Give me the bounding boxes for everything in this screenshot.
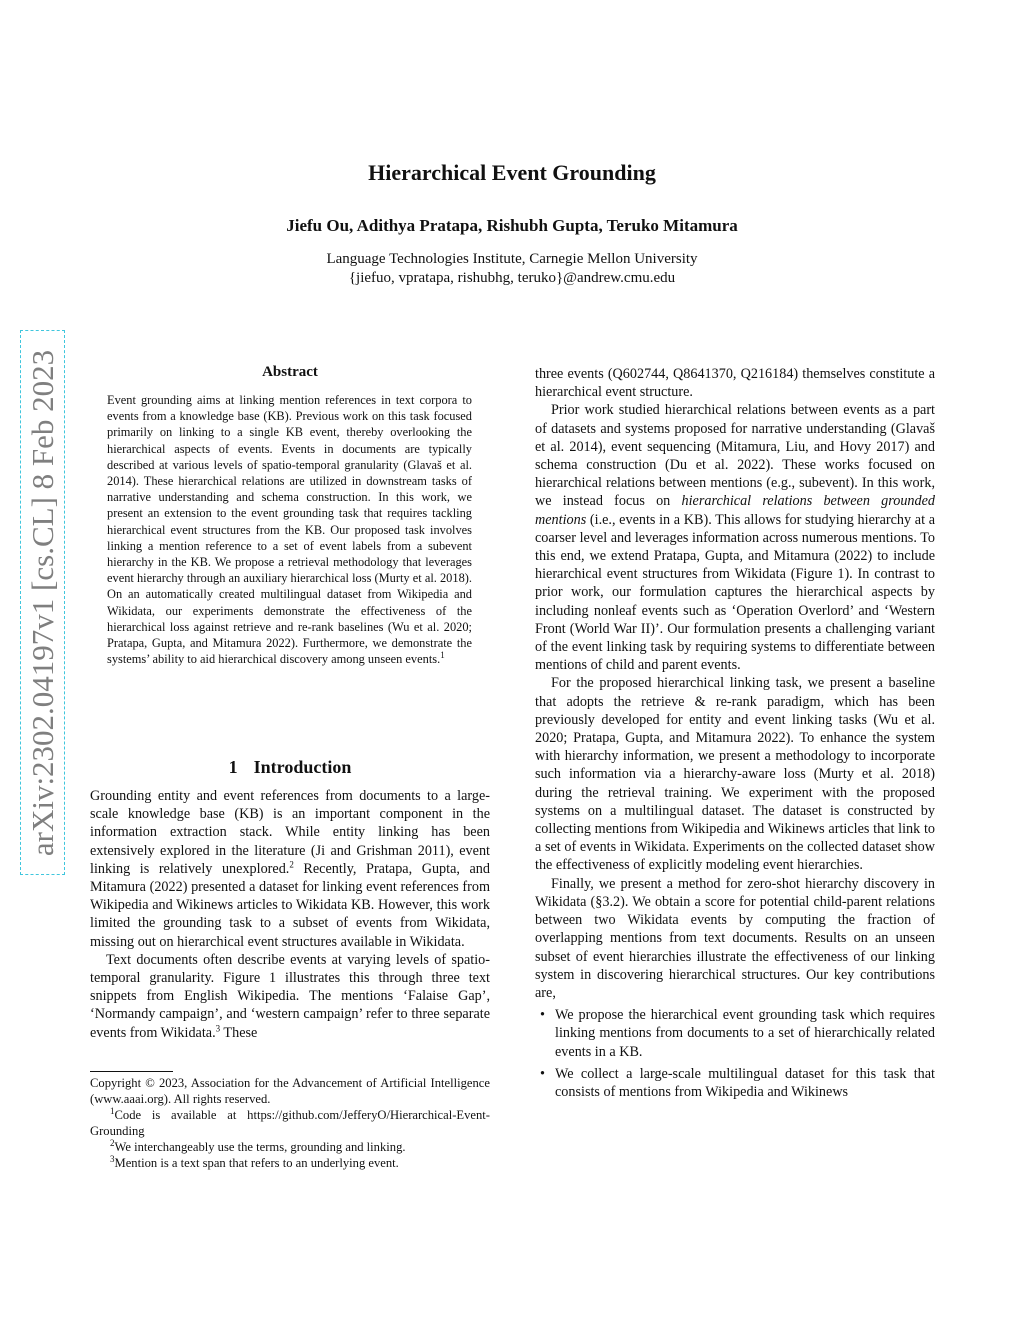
paragraph: For the proposed hierarchical linking task, we present a baseline that adopts the retrieve & re-rank paradigm, which has been previously developed for entity and event linking tasks (Wu et al. 2020; Pratapa, Gupta, and Mitamura 2022). To enhance the system with hierarchy information, we present a methodology to incorporate such information via a hierarchy-aware loss (Murty et al. 2018) during the retrieval training. We experiment with the proposed systems on a multilingual dataset. The dataset is constructed by collecting mentions from Wikipedia and Wikinews articles that link to a set of events in Wikidata. Experiments on the collected dataset show the effectiveness of explicitly modeling event hierarchies. [535,675,935,874]
paper-title: Hierarchical Event Grounding [368,160,656,185]
author-list: Jiefu Ou, Adithya Pratapa, Rishubh Gupta, Teruko Mitamura [286,216,738,235]
footnote-1 [90,1107,490,1139]
paragraph: Finally, we present a method for zero-shot hierarchy discovery in Wikidata (§3.2). We obtain a score for potential child-parent relations between two Wikidata events by computing the fraction of overlapping mentions from text documents. Results on an unseen subset of event hierarchies illustrate the effectiveness of our linking system in discovering hierarchical structures. Our key contributions are, [535,875,935,1001]
paragraph-text: Prior work studied hierarchical relations between events as a part of datasets and systems proposed for narrative understanding (Glavaš et al. 2014), event sequencing (Mitamura, Liu, and Hovy 2017) and schema construction (Du et al. 2022). These works focused on hierarchical relations between mentions (e.g., subevent). In this work, we instead focus on [535,402,935,510]
emphasized-text: hierarchical relations between grounded mentions [535,493,935,528]
footnote-marker: 2 [110,1137,115,1148]
list-item: • We collect a large-scale multilingual dataset for this task that consists of mentions from Wikipedia and Wikinews [555,1065,935,1101]
author-emails: {jiefuo, vpratapa, rishubhg, teruko}@andrew.cmu.edu [348,270,676,286]
footnotes [90,1075,490,1171]
abstract-heading: Abstract [262,364,318,380]
arxiv-stamp-text: arXiv:2302.04197v1 [cs.CL] 8 Feb 2023 [24,349,60,856]
paragraph [90,951,490,1042]
footnote-2 [90,1139,490,1155]
paragraph-text: Recently, Pratapa, Gupta, and Mitamura (2022) presented a dataset for linking event references from Wikipedia and Wikinews articles to Wikidata KB. However, this work limited the grounding task to a subset of events from Wikidata, missing out on hierarchical event structures available in Wikidata. [90,860,490,950]
footnote-marker: 1 [110,1105,115,1116]
paragraph [90,787,490,951]
footnote-marker: 3 [110,1153,115,1164]
section-title: Introduction [253,757,352,777]
paragraph-text: (i.e., events in a KB). This allows for studying hierarchy at a coarser level and leverages information across numerous mentions. To this end, we extend Pratapa, Gupta, and Mitamura (2022) to include hierarchical event structures from Wikidata (Figure 1). In contrast to prior work, our formulation captures the hierarchical aspects by including nonleaf events such as ‘Operation Overlord’ and ‘Western Front (World War II)’. Our formulation presents a challenging variant of the event linking task by requiring systems to differentiate between mentions of child and parent events. [535,511,935,674]
section-number: 1 [228,757,238,777]
footnote-divider [90,1071,173,1072]
affiliation: Language Technologies Institute, Carnegie Mellon University [326,251,698,267]
footnote-3 [90,1155,490,1171]
contributions-list [535,1006,935,1101]
abstract-body [107,392,472,667]
footnote-marker: 2 [289,859,294,870]
right-column-body [535,365,935,1105]
paragraph: three events (Q602744, Q8641370, Q216184) themselves constitute a hierarchical event structure. [535,366,935,401]
copyright-notice: Copyright © 2023, Association for the Advancement of Artificial Intelligence (www.aaai.org). All rights reserved. [90,1076,490,1106]
arxiv-stamp [20,330,65,875]
paragraph-text: Grounding entity and event references from documents to a large-scale knowledge base (KB) is an important component in the information extraction stack. While entity linking has been extensively explored in the literature (Ji and Grishman 2011), event linking is relatively unexplored. [90,788,490,877]
section-heading-introduction [90,757,490,778]
footnote-text: Code is available at https://github.com/JefferyO/Hierarchical-Event-Grounding [90,1108,490,1138]
footnote-text: Mention is a text span that refers to an underlying event. [114,1156,399,1170]
abstract-text: Event grounding aims at linking mention references in text corpora to events from a knowledge base (KB). Previous work on this task focused primarily on linking to a single KB event, thereby overlooking the hierarchical aspects of events. Events in documents are typically described at various levels of spatio-temporal granularity (Glavaš et al. 2014). These hierarchical relations are utilized in downstream tasks of narrative understanding and schema construction. In this work, we present an extension to the event grounding task that requires tackling hierarchical event structures from the KB. Our proposed task involves linking a mention reference to a set of event labels from a subevent hierarchy in the KB. We propose a retrieval methodology that leverages event hierarchy through an auxiliary hierarchical loss (Murty et al. 2018). On an automatically created multilingual dataset from Wikipedia and Wikidata, our experiments demonstrate the effectiveness of the hierarchical loss against retrieve and re-rank baselines (Wu et al. 2020; Pratapa, Gupta, and Mitamura 2022). Furthermore, we demonstrate the systems’ ability to aid hierarchical discovery among unseen events. [107,393,472,667]
paragraph-text: These [220,1024,258,1041]
list-item: • We propose the hierarchical event grounding task which requires linking mentions from documents to a set of hierarchically related events in a KB. [555,1006,935,1061]
footnote-marker: 1 [440,650,445,661]
footnote-marker: 3 [215,1022,221,1033]
footnote-text: We interchangeably use the terms, grounding and linking. [114,1140,406,1154]
paragraph [535,401,935,674]
left-column-body [90,787,490,1042]
affiliation-block [0,250,1024,288]
paragraph-text: Text documents often describe events at varying levels of spatio-temporal granularity. Figure 1 illustrates this through three text snippets from English Wikipedia. The mentions ‘Falaise Gap’, ‘Normandy campaign’, and ‘western campaign’ refer to three separate events from Wikidata. [90,951,490,1041]
